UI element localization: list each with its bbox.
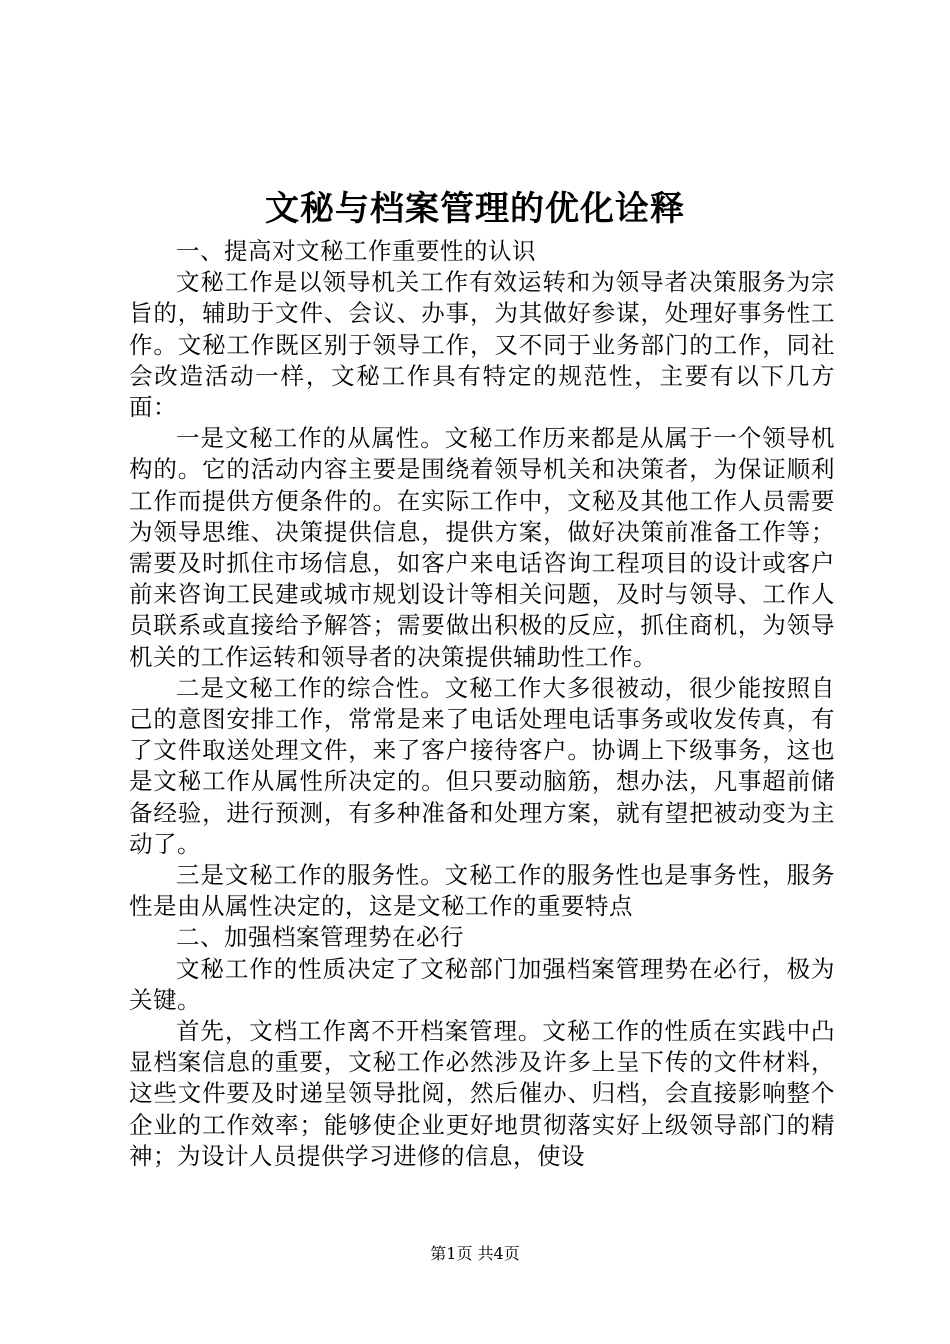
document-body	[129, 236, 835, 1172]
section-heading: 二、加强档案管理势在必行	[176, 923, 464, 952]
paragraph: 文秘工作是以领导机关工作有效运转和为领导者决策服务为宗旨的，辅助于文件、会议、办事，为其做好参谋，处理好事务性工作。文秘工作既区别于领导工作，又不同于业务部门的工作，同社会改造活动一样，文秘工作具有特定的规范性，主要有以下几方面：	[129, 268, 835, 422]
paragraph: 三是文秘工作的服务性。文秘工作的服务性也是事务性，服务性是由从属性决定的，这是文秘工作的重要特点	[129, 861, 835, 921]
paragraph: 文秘工作的性质决定了文秘部门加强档案管理势在必行，极为关键。	[129, 954, 835, 1014]
document-title: 文秘与档案管理的优化诠释	[265, 189, 685, 229]
paragraph: 首先，文档工作离不开档案管理。文秘工作的性质在实践中凸显档案信息的重要，文秘工作必然涉及许多上呈下传的文件材料，这些文件要及时递呈领导批阅，然后催办、归档，会直接影响整个企业的工作效率；能够使企业更好地贯彻落实好上级领导部门的精神；为设计人员提供学习进修的信息，使设	[129, 1017, 835, 1170]
paragraph: 二是文秘工作的综合性。文秘工作大多很被动，很少能按照自己的意图安排工作，常常是来了电话处理电话事务或收发传真，有了文件取送处理文件，来了客户接待客户。协调上下级事务，这也是文秘工作从属性所决定的。但只要动脑筋，想办法，凡事超前储备经验，进行预测，有多种准备和处理方案，就有望把被动变为主动了。	[129, 673, 835, 858]
section-heading: 一、提高对文秘工作重要性的认识	[176, 237, 536, 265]
paragraph: 一是文秘工作的从属性。文秘工作历来都是从属于一个领导机构的。它的活动内容主要是围绕着领导机关和决策者，为保证顺利工作而提供方便条件的。在实际工作中，文秘及其他工作人员需要为领导思维、决策提供信息，提供方案，做好决策前准备工作等；需要及时抓住市场信息，如客户来电话咨询工程项目的设计或客户前来咨询工民建或城市规划设计等相关问题，及时与领导、工作人员联系或直接给予解答；需要做出积极的反应，抓住商机，为领导机关的工作运转和领导者的决策提供辅助性工作。	[129, 424, 835, 671]
page-footer: 第1页 共4页	[430, 1244, 520, 1263]
